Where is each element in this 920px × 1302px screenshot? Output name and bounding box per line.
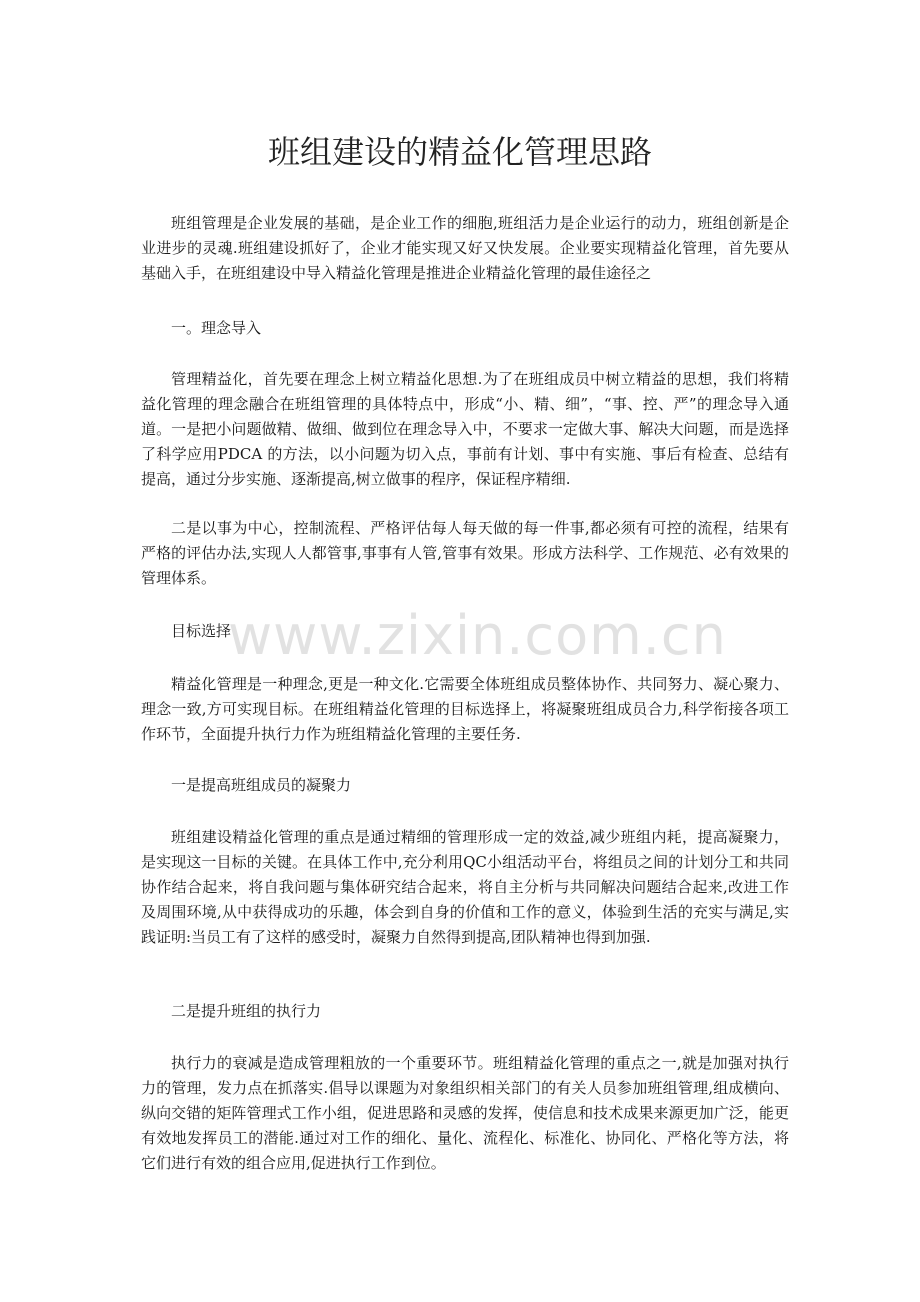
- execution-paragraph: 执行力的衰减是造成管理粗放的一个重要环节。班组精益化管理的重点之一,就是加强对执行力的管理，发力点在抓落实.倡导以课题为对象组织相关部门的有关人员参加班组管理,组成横向、纵向交错的矩阵管理式工作小组，促进思路和灵感的发挥，使信息和技术成果来源更加广泛，能更有效地发挥员工的潜能.通过对工作的细化、量化、流程化、标准化、协同化、严格化等方法，将它们进行有效的组合应用,促进执行工作到位。: [141, 1054, 789, 1172]
- subheading-execution: 二是提升班组的执行力: [171, 1002, 322, 1020]
- concept-paragraph-1: 管理精益化，首先要在理念上树立精益化思想.为了在班组成员中树立精益的思想，我们将精益化管理的理念融合在班组管理的具体特点中，形成“小、精、细”，“事、控、严”的理念导入通道。一是把小问题做精、做细、做到位在理念导入中，不要求一定做大事、解决大问题，而是选择了科学应用PDCA 的方法，以小问题为切入点，事前有计划、事中有实施、事后有检查、总结有提高，通过分步实施、逐渐提高,树立做事的程序，保证程序精细.: [141, 370, 789, 488]
- concept-paragraph-2: 二是以事为中心，控制流程、严格评估每人每天做的每一件事,都必须有可控的流程，结果有严格的评估办法,实现人人都管事,事事有人管,管事有效果。形成方法科学、工作规范、必有效果的管理体系。: [141, 519, 789, 587]
- subheading-cohesion: 一是提高班组成员的凝聚力: [171, 776, 352, 794]
- section-heading-concept: 一。理念导入: [171, 319, 262, 337]
- section-heading-goal: 目标选择: [171, 622, 232, 640]
- site-watermark: www.zixin.com.cn: [228, 604, 727, 667]
- document-title: 班组建设的精益化管理思路: [267, 133, 652, 171]
- cohesion-paragraph: 班组建设精益化管理的重点是通过精细的管理形成一定的效益,减少班组内耗，提高凝聚力，是实现这一目标的关键。在具体工作中,充分利用QC小组活动平台，将组员之间的计划分工和共同协作结合起来，将自我问题与集体研究结合起来，将自主分析与共同解决问题结合起来,改进工作及周围环境,从中获得成功的乐趣，体会到自身的价值和工作的意义，体验到生活的充实与满足,实践证明:当员工有了这样的感受时，凝聚力自然得到提高,团队精神也得到加强.: [141, 828, 789, 946]
- intro-paragraph: 班组管理是企业发展的基础，是企业工作的细胞,班组活力是企业运行的动力，班组创新是企业进步的灵魂.班组建设抓好了，企业才能实现又好又快发展。企业要实现精益化管理，首先要从基础入手，在班组建设中导入精益化管理是推进企业精益化管理的最佳途径之: [141, 214, 789, 282]
- goal-paragraph-1: 精益化管理是一种理念,更是一种文化.它需要全体班组成员整体协作、共同努力、凝心聚力、理念一致,方可实现目标。在班组精益化管理的目标选择上，将凝聚班组成员合力,科学衔接各项工作环节，全面提升执行力作为班组精益化管理的主要任务.: [141, 675, 789, 743]
